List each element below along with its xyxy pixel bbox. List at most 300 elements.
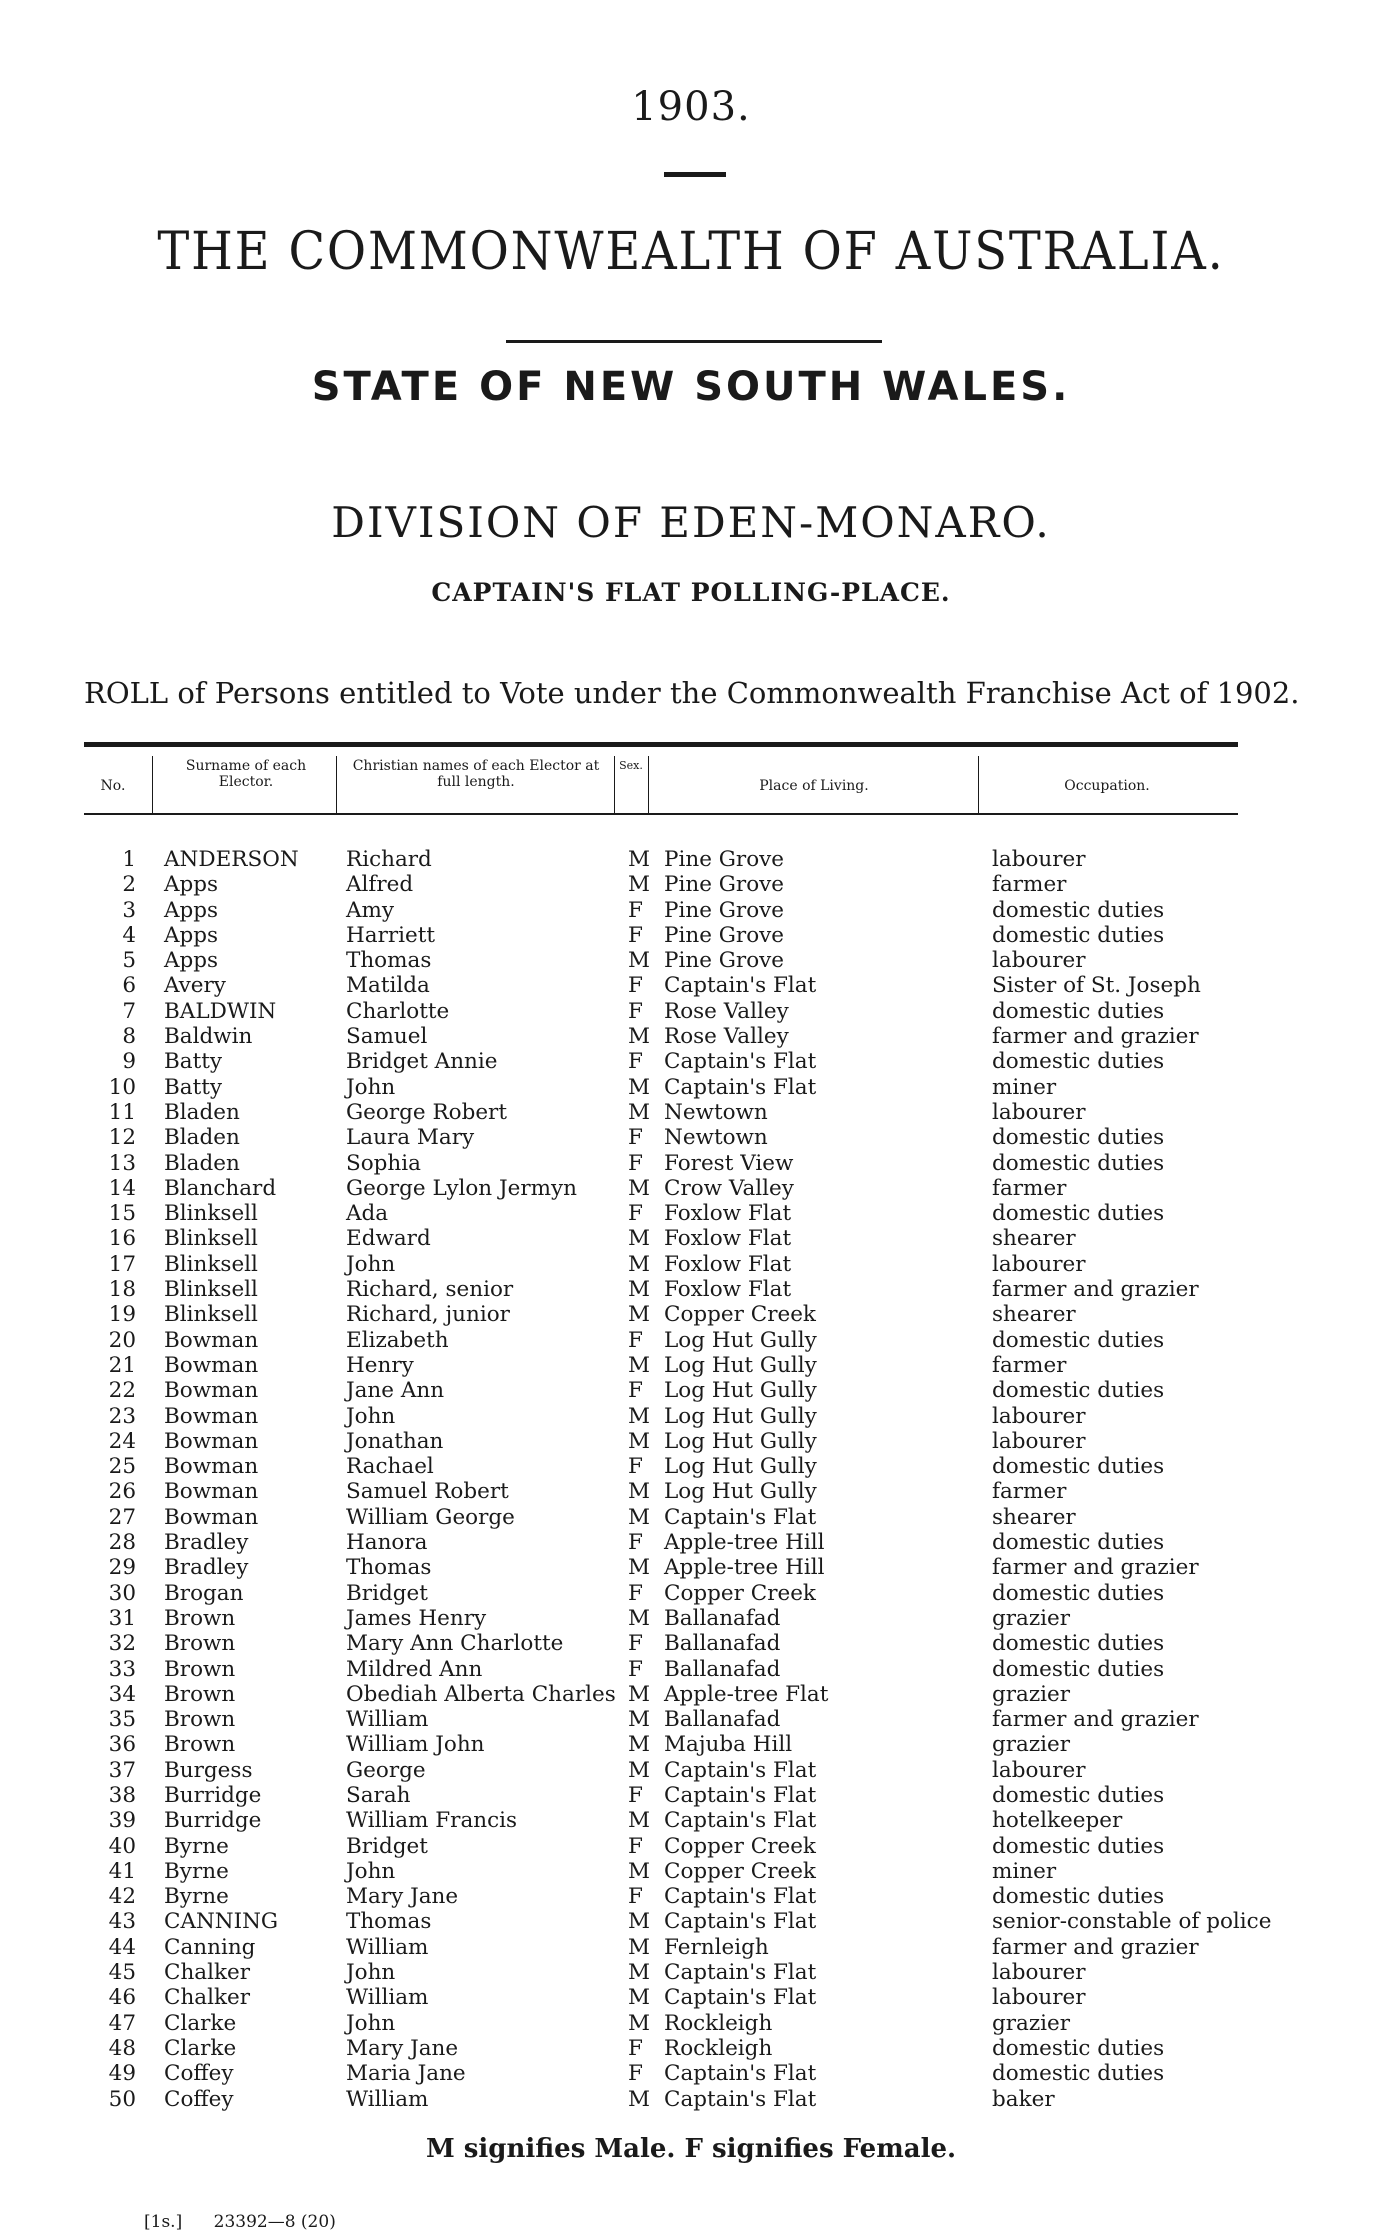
table-row bbox=[0, 847, 1382, 872]
elector-sex: M bbox=[628, 1099, 651, 1125]
elector-surname: Byrne bbox=[164, 1833, 229, 1859]
elector-surname: Blinksell bbox=[164, 1226, 258, 1252]
elector-occupation: domestic duties bbox=[992, 998, 1165, 1024]
elector-surname: CANNING bbox=[164, 1909, 279, 1935]
elector-surname: Chalker bbox=[164, 1985, 251, 2011]
elector-surname: Brown bbox=[164, 1707, 236, 1733]
elector-christian-names: Sarah bbox=[346, 1782, 411, 1808]
elector-sex: M bbox=[628, 1934, 651, 1960]
column-header-occupation: Occupation. bbox=[1064, 778, 1150, 794]
elector-place: Captain's Flat bbox=[664, 2061, 817, 2087]
elector-sex: M bbox=[628, 1707, 651, 1733]
elector-number: 17 bbox=[108, 1251, 136, 1277]
elector-surname: Batty bbox=[164, 1074, 223, 1100]
elector-christian-names: Maria Jane bbox=[346, 2061, 466, 2087]
table-row bbox=[0, 1834, 1382, 1859]
table-row bbox=[0, 2011, 1382, 2036]
elector-list bbox=[0, 847, 1382, 2112]
elector-number: 19 bbox=[108, 1302, 136, 1328]
elector-occupation: shearer bbox=[992, 1302, 1076, 1328]
table-row bbox=[0, 2036, 1382, 2061]
elector-christian-names: William bbox=[346, 1707, 429, 1733]
elector-number: 46 bbox=[108, 1985, 136, 2011]
elector-sex: M bbox=[628, 872, 651, 898]
elector-christian-names: Mary Jane bbox=[346, 2035, 459, 2061]
table-row bbox=[0, 1555, 1382, 1580]
elector-sex: M bbox=[628, 2086, 651, 2112]
elector-number: 9 bbox=[122, 1049, 136, 1075]
elector-sex: M bbox=[628, 1960, 651, 1986]
elector-sex: M bbox=[628, 1175, 651, 1201]
elector-surname: Blinksell bbox=[164, 1201, 258, 1227]
table-row bbox=[0, 1201, 1382, 1226]
elector-sex: M bbox=[628, 1808, 651, 1834]
table-row bbox=[0, 1429, 1382, 1454]
elector-christian-names: Hanora bbox=[346, 1530, 428, 1556]
elector-number: 47 bbox=[108, 2010, 136, 2036]
elector-christian-names: Amy bbox=[346, 897, 395, 923]
table-row bbox=[0, 1707, 1382, 1732]
elector-occupation: farmer and grazier bbox=[992, 1277, 1199, 1303]
table-row bbox=[0, 1302, 1382, 1327]
elector-number: 10 bbox=[108, 1074, 136, 1100]
elector-christian-names: Alfred bbox=[346, 872, 414, 898]
elector-number: 45 bbox=[108, 1960, 136, 1986]
elector-christian-names: William bbox=[346, 1934, 429, 1960]
elector-christian-names: Bridget bbox=[346, 1833, 428, 1859]
elector-number: 15 bbox=[108, 1201, 136, 1227]
elector-place: Crow Valley bbox=[664, 1175, 794, 1201]
elector-place: Captain's Flat bbox=[664, 1960, 817, 1986]
elector-place: Newtown bbox=[664, 1125, 768, 1151]
elector-number: 40 bbox=[108, 1833, 136, 1859]
elector-place: Pine Grove bbox=[664, 872, 785, 898]
elector-number: 6 bbox=[122, 973, 136, 999]
elector-surname: Brown bbox=[164, 1631, 236, 1657]
elector-sex: M bbox=[628, 1555, 651, 1581]
elector-surname: Brown bbox=[164, 1681, 236, 1707]
sex-legend: M signifies Male. F signifies Female. bbox=[425, 2134, 957, 2164]
elector-christian-names: Charlotte bbox=[346, 998, 450, 1024]
table-row bbox=[0, 1378, 1382, 1403]
elector-place: Captain's Flat bbox=[664, 1504, 817, 1530]
elector-sex: F bbox=[628, 1454, 643, 1480]
elector-occupation: labourer bbox=[992, 1757, 1086, 1783]
elector-occupation: domestic duties bbox=[992, 1631, 1165, 1657]
elector-surname: Bowman bbox=[164, 1428, 259, 1454]
column-divider bbox=[336, 756, 337, 814]
elector-surname: Burridge bbox=[164, 1782, 262, 1808]
elector-christian-names: Sophia bbox=[346, 1150, 421, 1176]
elector-christian-names: William John bbox=[346, 1732, 485, 1758]
elector-christian-names: William bbox=[346, 2086, 429, 2112]
elector-christian-names: John bbox=[346, 1960, 396, 1986]
elector-place: Log Hut Gully bbox=[664, 1454, 817, 1480]
elector-place: Rose Valley bbox=[664, 1024, 789, 1050]
elector-christian-names: Edward bbox=[346, 1226, 431, 1252]
elector-occupation: grazier bbox=[992, 1605, 1071, 1631]
elector-place: Foxlow Flat bbox=[664, 1226, 792, 1252]
elector-occupation: domestic duties bbox=[992, 1656, 1165, 1682]
elector-surname: Blanchard bbox=[164, 1175, 277, 1201]
elector-surname: Bladen bbox=[164, 1099, 240, 1125]
elector-place: Log Hut Gully bbox=[664, 1403, 817, 1429]
elector-surname: Bowman bbox=[164, 1327, 259, 1353]
elector-surname: Avery bbox=[164, 973, 226, 999]
elector-number: 25 bbox=[108, 1454, 136, 1480]
elector-christian-names: Laura Mary bbox=[346, 1125, 475, 1151]
elector-place: Ballanafad bbox=[664, 1631, 781, 1657]
elector-occupation: domestic duties bbox=[992, 1049, 1165, 1075]
elector-surname: Canning bbox=[164, 1934, 256, 1960]
elector-occupation: grazier bbox=[992, 2010, 1071, 2036]
elector-place: Log Hut Gully bbox=[664, 1352, 817, 1378]
divider bbox=[664, 172, 726, 177]
elector-place: Ballanafad bbox=[664, 1707, 781, 1733]
elector-christian-names: Thomas bbox=[346, 948, 432, 974]
table-row bbox=[0, 999, 1382, 1024]
elector-occupation: labourer bbox=[992, 1099, 1086, 1125]
elector-sex: M bbox=[628, 1504, 651, 1530]
table-row bbox=[0, 1479, 1382, 1504]
elector-christian-names: Jonathan bbox=[346, 1428, 444, 1454]
state-heading: STATE OF NEW SOUTH WALES. bbox=[311, 364, 1071, 410]
column-header-surname: Surname of each Elector. bbox=[185, 758, 307, 790]
elector-sex: F bbox=[628, 1201, 643, 1227]
elector-surname: Bowman bbox=[164, 1352, 259, 1378]
elector-occupation: domestic duties bbox=[992, 1125, 1165, 1151]
elector-surname: Clarke bbox=[164, 2010, 237, 2036]
elector-place: Captain's Flat bbox=[664, 1049, 817, 1075]
table-row bbox=[0, 973, 1382, 998]
elector-surname: Byrne bbox=[164, 1884, 229, 1910]
elector-place: Foxlow Flat bbox=[664, 1251, 792, 1277]
elector-number: 4 bbox=[122, 922, 136, 948]
elector-christian-names: William George bbox=[346, 1504, 515, 1530]
elector-occupation: grazier bbox=[992, 1732, 1071, 1758]
elector-place: Captain's Flat bbox=[664, 1074, 817, 1100]
elector-place: Ballanafad bbox=[664, 1656, 781, 1682]
elector-place: Pine Grove bbox=[664, 897, 785, 923]
elector-sex: M bbox=[628, 1352, 651, 1378]
table-row bbox=[0, 1049, 1382, 1074]
elector-christian-names: John bbox=[346, 1403, 396, 1429]
elector-number: 39 bbox=[108, 1808, 136, 1834]
table-row bbox=[0, 1024, 1382, 1049]
elector-surname: Byrne bbox=[164, 1858, 229, 1884]
elector-surname: Clarke bbox=[164, 2035, 237, 2061]
elector-surname: Batty bbox=[164, 1049, 223, 1075]
table-row bbox=[0, 1454, 1382, 1479]
elector-sex: F bbox=[628, 998, 643, 1024]
elector-place: Log Hut Gully bbox=[664, 1378, 817, 1404]
elector-christian-names: Bridget Annie bbox=[346, 1049, 498, 1075]
elector-occupation: domestic duties bbox=[992, 1580, 1165, 1606]
elector-place: Captain's Flat bbox=[664, 1909, 817, 1935]
elector-surname: Blinksell bbox=[164, 1302, 258, 1328]
elector-number: 30 bbox=[108, 1580, 136, 1606]
elector-number: 42 bbox=[108, 1884, 136, 1910]
elector-sex: F bbox=[628, 1656, 643, 1682]
table-row bbox=[0, 1909, 1382, 1934]
elector-place: Fernleigh bbox=[664, 1934, 769, 1960]
elector-surname: Bowman bbox=[164, 1479, 259, 1505]
elector-number: 32 bbox=[108, 1631, 136, 1657]
column-header-no: No. bbox=[100, 778, 126, 794]
elector-sex: F bbox=[628, 1049, 643, 1075]
elector-occupation: labourer bbox=[992, 1403, 1086, 1429]
elector-surname: ANDERSON bbox=[164, 847, 299, 872]
elector-occupation: domestic duties bbox=[992, 897, 1165, 923]
elector-surname: BALDWIN bbox=[164, 998, 277, 1024]
elector-christian-names: George Robert bbox=[346, 1099, 507, 1125]
elector-occupation: shearer bbox=[992, 1504, 1076, 1530]
table-row bbox=[0, 1657, 1382, 1682]
elector-place: Captain's Flat bbox=[664, 2086, 817, 2112]
table-row bbox=[0, 1353, 1382, 1378]
elector-christian-names: Mary Jane bbox=[346, 1884, 459, 1910]
elector-place: Captain's Flat bbox=[664, 1757, 817, 1783]
table-row bbox=[0, 1808, 1382, 1833]
elector-occupation: domestic duties bbox=[992, 1884, 1165, 1910]
elector-place: Pine Grove bbox=[664, 948, 785, 974]
elector-number: 41 bbox=[108, 1858, 136, 1884]
elector-number: 50 bbox=[108, 2086, 136, 2112]
elector-occupation: domestic duties bbox=[992, 2035, 1165, 2061]
elector-place: Apple-tree Flat bbox=[664, 1681, 829, 1707]
elector-christian-names: John bbox=[346, 1074, 396, 1100]
elector-christian-names: Richard bbox=[346, 847, 432, 872]
elector-christian-names: Thomas bbox=[346, 1909, 432, 1935]
elector-sex: F bbox=[628, 1378, 643, 1404]
elector-occupation: farmer and grazier bbox=[992, 1934, 1199, 1960]
elector-surname: Apps bbox=[164, 872, 219, 898]
elector-occupation: domestic duties bbox=[992, 1201, 1165, 1227]
elector-christian-names: Thomas bbox=[346, 1555, 432, 1581]
elector-occupation: domestic duties bbox=[992, 1833, 1165, 1859]
elector-surname: Apps bbox=[164, 897, 219, 923]
elector-place: Copper Creek bbox=[664, 1833, 816, 1859]
elector-place: Captain's Flat bbox=[664, 1782, 817, 1808]
elector-sex: F bbox=[628, 1884, 643, 1910]
elector-occupation: labourer bbox=[992, 1985, 1086, 2011]
elector-surname: Apps bbox=[164, 948, 219, 974]
elector-number: 8 bbox=[122, 1024, 136, 1050]
elector-sex: M bbox=[628, 1302, 651, 1328]
elector-place: Captain's Flat bbox=[664, 973, 817, 999]
table-row bbox=[0, 1226, 1382, 1251]
table-header-rule bbox=[84, 813, 1238, 815]
elector-sex: M bbox=[628, 1681, 651, 1707]
elector-surname: Bladen bbox=[164, 1125, 240, 1151]
elector-place: Copper Creek bbox=[664, 1580, 816, 1606]
elector-sex: F bbox=[628, 1530, 643, 1556]
elector-sex: M bbox=[628, 1403, 651, 1429]
elector-place: Rose Valley bbox=[664, 998, 789, 1024]
elector-place: Foxlow Flat bbox=[664, 1201, 792, 1227]
table-row bbox=[0, 1075, 1382, 1100]
elector-occupation: miner bbox=[992, 1074, 1057, 1100]
elector-occupation: senior-constable of police bbox=[992, 1909, 1272, 1935]
table-row bbox=[0, 1758, 1382, 1783]
elector-place: Captain's Flat bbox=[664, 1884, 817, 1910]
elector-surname: Burgess bbox=[164, 1757, 253, 1783]
table-row bbox=[0, 1505, 1382, 1530]
elector-surname: Bradley bbox=[164, 1530, 249, 1556]
elector-christian-names: Henry bbox=[346, 1352, 414, 1378]
elector-place: Log Hut Gully bbox=[664, 1428, 817, 1454]
elector-number: 43 bbox=[108, 1909, 136, 1935]
elector-christian-names: Mary Ann Charlotte bbox=[346, 1631, 564, 1657]
column-divider bbox=[978, 756, 979, 814]
elector-surname: Brogan bbox=[164, 1580, 244, 1606]
roll-title: ROLL of Persons entitled to Vote under the Commonwealth Franchise Act of 1902. bbox=[84, 676, 1300, 710]
elector-christian-names: Richard, senior bbox=[346, 1277, 514, 1303]
elector-sex: M bbox=[628, 1985, 651, 2011]
elector-sex: F bbox=[628, 2035, 643, 2061]
table-row bbox=[0, 1935, 1382, 1960]
elector-occupation: farmer and grazier bbox=[992, 1024, 1199, 1050]
elector-number: 18 bbox=[108, 1277, 136, 1303]
elector-sex: F bbox=[628, 1833, 643, 1859]
elector-occupation: farmer and grazier bbox=[992, 1707, 1199, 1733]
table-row bbox=[0, 872, 1382, 897]
elector-number: 26 bbox=[108, 1479, 136, 1505]
elector-occupation: labourer bbox=[992, 1251, 1086, 1277]
elector-sex: F bbox=[628, 2061, 643, 2087]
elector-place: Apple-tree Hill bbox=[664, 1555, 825, 1581]
elector-sex: M bbox=[628, 1605, 651, 1631]
elector-number: 27 bbox=[108, 1504, 136, 1530]
elector-surname: Bowman bbox=[164, 1504, 259, 1530]
elector-place: Copper Creek bbox=[664, 1858, 816, 1884]
elector-number: 48 bbox=[108, 2035, 136, 2061]
elector-sex: F bbox=[628, 897, 643, 923]
elector-christian-names: Richard, junior bbox=[346, 1302, 510, 1328]
elector-surname: Burridge bbox=[164, 1808, 262, 1834]
elector-occupation: baker bbox=[992, 2086, 1055, 2112]
table-top-rule bbox=[84, 742, 1238, 747]
elector-surname: Brown bbox=[164, 1732, 236, 1758]
table-row bbox=[0, 1884, 1382, 1909]
elector-occupation: domestic duties bbox=[992, 1150, 1165, 1176]
table-row bbox=[0, 2087, 1382, 2112]
table-row bbox=[0, 923, 1382, 948]
elector-number: 1 bbox=[122, 847, 136, 872]
elector-place: Copper Creek bbox=[664, 1302, 816, 1328]
elector-surname: Bradley bbox=[164, 1555, 249, 1581]
column-divider bbox=[614, 756, 615, 814]
elector-number: 2 bbox=[122, 872, 136, 898]
elector-place: Captain's Flat bbox=[664, 1808, 817, 1834]
table-row bbox=[0, 1151, 1382, 1176]
elector-occupation: farmer and grazier bbox=[992, 1555, 1199, 1581]
elector-surname: Bladen bbox=[164, 1150, 240, 1176]
elector-sex: M bbox=[628, 1479, 651, 1505]
elector-occupation: miner bbox=[992, 1858, 1057, 1884]
elector-sex: M bbox=[628, 948, 651, 974]
elector-sex: F bbox=[628, 1125, 643, 1151]
elector-sex: F bbox=[628, 1327, 643, 1353]
column-header-christian: Christian names of each Elector at full length. bbox=[352, 758, 600, 790]
elector-place: Rockleigh bbox=[664, 2010, 773, 2036]
elector-occupation: domestic duties bbox=[992, 1454, 1165, 1480]
table-row bbox=[0, 2061, 1382, 2086]
elector-place: Log Hut Gully bbox=[664, 1327, 817, 1353]
elector-sex: M bbox=[628, 1909, 651, 1935]
footer-code: 23392—8 (20) bbox=[213, 2212, 336, 2232]
table-row bbox=[0, 1732, 1382, 1757]
elector-surname: Brown bbox=[164, 1605, 236, 1631]
elector-place: Forest View bbox=[664, 1150, 794, 1176]
elector-surname: Chalker bbox=[164, 1960, 251, 1986]
elector-number: 21 bbox=[108, 1352, 136, 1378]
elector-number: 13 bbox=[108, 1150, 136, 1176]
elector-occupation: domestic duties bbox=[992, 1530, 1165, 1556]
elector-christian-names: Matilda bbox=[346, 973, 430, 999]
elector-occupation: hotelkeeper bbox=[992, 1808, 1123, 1834]
elector-occupation: grazier bbox=[992, 1681, 1071, 1707]
column-header-sex: Sex. bbox=[619, 759, 643, 772]
table-row bbox=[0, 1252, 1382, 1277]
elector-christian-names: George Lylon Jermyn bbox=[346, 1175, 577, 1201]
elector-surname: Baldwin bbox=[164, 1024, 253, 1050]
elector-christian-names: Rachael bbox=[346, 1454, 434, 1480]
table-row bbox=[0, 1631, 1382, 1656]
elector-place: Foxlow Flat bbox=[664, 1277, 792, 1303]
elector-number: 5 bbox=[122, 948, 136, 974]
elector-number: 24 bbox=[108, 1428, 136, 1454]
elector-occupation: farmer bbox=[992, 1352, 1067, 1378]
elector-christian-names: Harriett bbox=[346, 922, 436, 948]
elector-surname: Coffey bbox=[164, 2086, 234, 2112]
elector-place: Ballanafad bbox=[664, 1605, 781, 1631]
table-row bbox=[0, 1960, 1382, 1985]
table-row bbox=[0, 1100, 1382, 1125]
elector-number: 38 bbox=[108, 1782, 136, 1808]
elector-sex: F bbox=[628, 1631, 643, 1657]
elector-sex: M bbox=[628, 847, 651, 872]
elector-christian-names: Elizabeth bbox=[346, 1327, 449, 1353]
elector-place: Captain's Flat bbox=[664, 1985, 817, 2011]
elector-sex: M bbox=[628, 1226, 651, 1252]
elector-number: 31 bbox=[108, 1605, 136, 1631]
elector-sex: F bbox=[628, 973, 643, 999]
table-row bbox=[0, 1606, 1382, 1631]
elector-sex: M bbox=[628, 1251, 651, 1277]
elector-number: 36 bbox=[108, 1732, 136, 1758]
table-row bbox=[0, 1682, 1382, 1707]
elector-sex: M bbox=[628, 1757, 651, 1783]
divider bbox=[506, 340, 882, 343]
year: 1903. bbox=[631, 84, 751, 130]
column-header-place: Place of Living. bbox=[759, 778, 869, 794]
elector-occupation: farmer bbox=[992, 872, 1067, 898]
elector-christian-names: John bbox=[346, 2010, 396, 2036]
elector-number: 22 bbox=[108, 1378, 136, 1404]
elector-number: 44 bbox=[108, 1934, 136, 1960]
table-row bbox=[0, 1404, 1382, 1429]
elector-number: 34 bbox=[108, 1681, 136, 1707]
elector-christian-names: Samuel Robert bbox=[346, 1479, 509, 1505]
elector-sex: M bbox=[628, 1024, 651, 1050]
elector-place: Majuba Hill bbox=[664, 1732, 793, 1758]
elector-occupation: domestic duties bbox=[992, 2061, 1165, 2087]
elector-sex: M bbox=[628, 1428, 651, 1454]
elector-christian-names: Obediah Alberta Charles bbox=[346, 1681, 616, 1707]
elector-christian-names: John bbox=[346, 1858, 396, 1884]
elector-number: 7 bbox=[122, 998, 136, 1024]
